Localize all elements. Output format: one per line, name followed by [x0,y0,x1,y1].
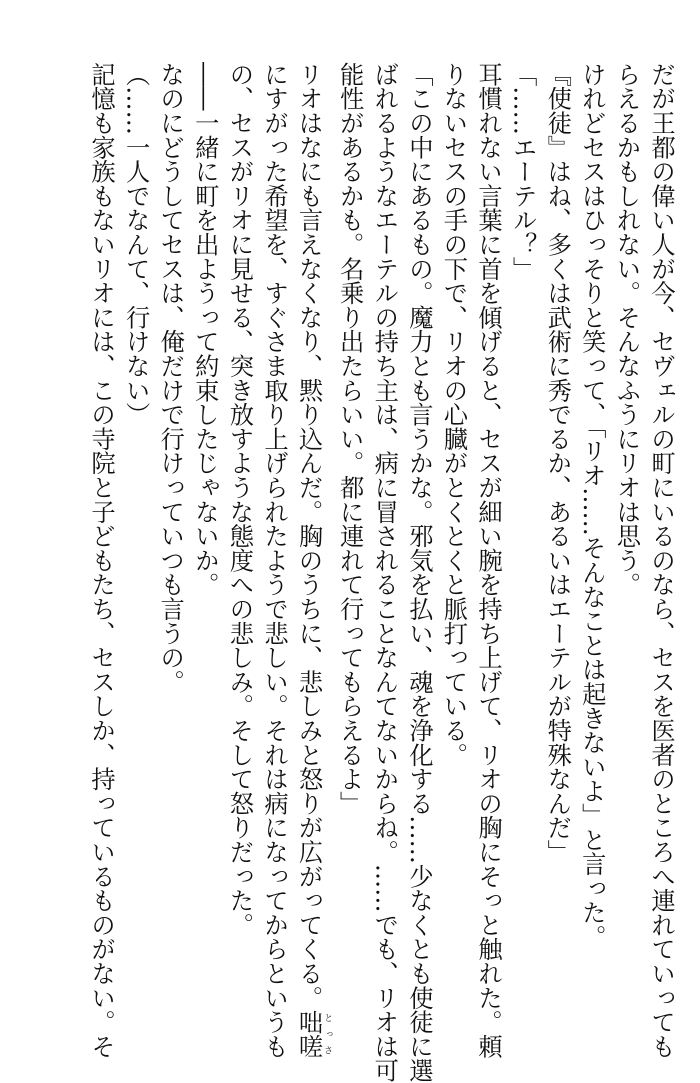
ruby-word [294,1009,333,1059]
ruby-base: 咄嗟 [294,1009,324,1059]
text-line-7: りないセスの手の下で、リオの心臓がとくとくと脈打っている。 [439,62,469,767]
text-line-16: （……一人でなんて、行けない） [121,62,151,427]
text-line-14: ――一緒に町を出ようって約束したじゃないか。 [190,62,220,597]
text-line-11 [291,62,333,1059]
text-line-1: だが王都の偉い人が今、セヴェルの町にいるのなら、セスを医者のところへ連れていっても [647,62,676,1059]
ruby-reading: とっさ [322,1009,333,1059]
text-line-11-body: リオはなにも言えなくなり、黙り込んだ。胸のうちに、悲しみと怒りが広がってくる。 [294,62,324,1010]
text-line-8: 「この中にあるもの。魔力とも言うかな。邪気を払い、魂を浄化する……少なくとも使徒に選 [404,62,434,1083]
text-line-12: にすがった希望を、すぐさま取り上げられたようで悲しい。それは病になってからというも [259,62,289,1059]
text-line-17: 記憶も家族もないリオには、この寺院と子どもたち、セスしか、持っているものがない。そ [87,62,116,1059]
vertical-text-block [83,62,678,1083]
text-line-10: 能性があるかも。名乗り出たらいい。都に連れて行ってもらえるよ」 [335,62,365,816]
text-line-2: らえるかもしれない。そんなふうにリオは思う。 [612,62,642,597]
text-line-3: けれどセスはひっそりと笑って、「リオ……そんなことは起きないよ」と言った。 [577,62,607,949]
text-line-15: なのにどうしてセスは、俺だけで行けっていつも言うの。 [156,62,186,694]
text-line-9: ばれるようなエーテルの持ち主は、病に冒されることなんてないからね。……でも、リオは可 [370,62,400,1083]
text-line-6: 耳慣れない言葉に首を傾げると、セスが細い腕を持ち上げて、リオの胸にそっと触れた。頼 [474,62,504,1059]
text-line-5: 「……エーテル？」 [508,62,538,281]
text-line-4: 『使徒』はね、多くは武術に秀でるか、あるいはエーテルが特殊なんだ」 [543,62,573,864]
text-line-13: の、セスがリオに見せる、突き放すような態度への悲しみ。そして怒りだった。 [225,62,255,937]
